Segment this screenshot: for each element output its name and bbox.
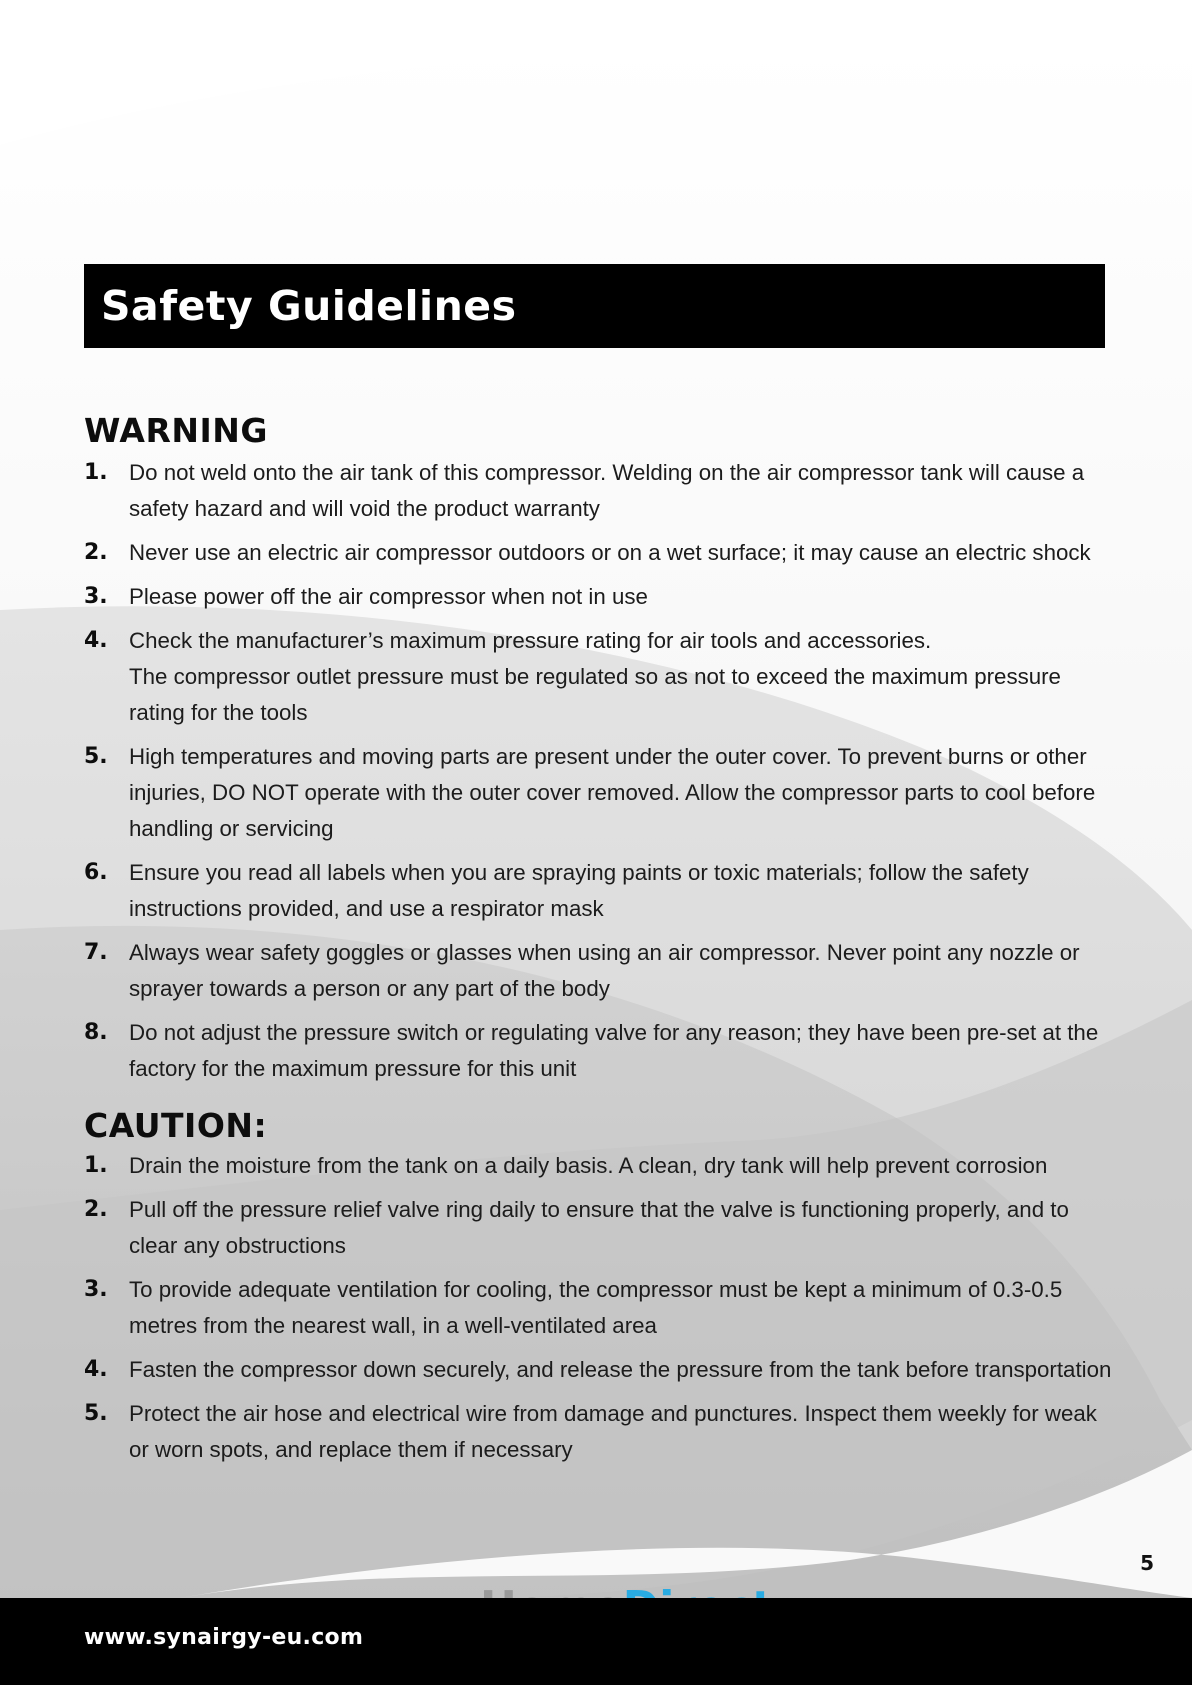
warning-item-number: 3. [84,584,108,609]
caution-list-item [84,1396,1114,1468]
warning-list-item [84,935,1114,1007]
caution-list-item [84,1148,1114,1184]
warning-item-number: 4. [84,628,108,653]
footer-url: www.synairgy-eu.com [84,1625,364,1650]
caution-list [84,1148,1114,1476]
warning-item-text: High temperatures and moving parts are present under the outer cover. To prevent burns or other injuries, DO NOT operate with the outer cover removed. Allow the compressor parts to cool before handling or servicing [129,744,1096,841]
warning-item-text: Do not weld onto the air tank of this compressor. Welding on the air compressor tank will cause a safety hazard and will void the product warranty [129,460,1085,521]
brand-logo [480,1582,720,1598]
warning-list-item [84,623,1114,731]
caution-list-item [84,1192,1114,1264]
warning-item-text: Check the manufacturer’s maximum pressure rating for air tools and accessories. [129,628,932,653]
warning-list-item [84,1015,1114,1087]
caution-item-text: Protect the air hose and electrical wire from damage and punctures. Inspect them weekly for weak or worn spots, and replace them if necessary [129,1401,1097,1462]
warning-list [84,455,1114,1095]
caution-item-text: Drain the moisture from the tank on a daily basis. A clean, dry tank will help prevent corrosion [129,1153,1048,1178]
warning-list-item [84,739,1114,847]
warning-item-text: The compressor outlet pressure must be regulated so as not to exceed the maximum pressure rating for the tools [129,664,1061,725]
warning-item-number: 2. [84,540,108,565]
caution-item-number: 4. [84,1357,108,1382]
caution-item-text: Pull off the pressure relief valve ring daily to ensure that the valve is functioning properly, and to clear any obstructions [129,1197,1069,1258]
warning-list-item [84,579,1114,615]
caution-item-number: 1. [84,1153,108,1178]
title-banner [84,264,1105,348]
caution-list-item [84,1272,1114,1344]
caution-item-text: Fasten the compressor down securely, and release the pressure from the tank before transportation [129,1357,1112,1382]
warning-item-number: 1. [84,460,108,485]
warning-heading: WARNING [84,411,268,450]
page-number: 5 [1140,1551,1154,1575]
warning-item-text: Do not adjust the pressure switch or regulating valve for any reason; they have been pre-set at the factory for the maximum pressure for this unit [129,1020,1099,1081]
warning-item-text: Please power off the air compressor when not in use [129,584,648,609]
caution-item-number: 3. [84,1277,108,1302]
warning-item-text: Always wear safety goggles or glasses when using an air compressor. Never point any nozzle or sprayer towards a person or any part of the body [129,940,1080,1001]
warning-list-item [84,455,1114,527]
warning-list-item [84,535,1114,571]
caution-list-item [84,1352,1114,1388]
caution-item-text: To provide adequate ventilation for cooling, the compressor must be kept a minimum of 0.3-0.5 metres from the nearest wall, in a well-ventilated area [129,1277,1063,1338]
warning-item-number: 7. [84,940,108,965]
warning-list-item [84,855,1114,927]
warning-item-text: Ensure you read all labels when you are spraying paints or toxic materials; follow the safety instructions provided, and use a respirator mask [129,860,1029,921]
caution-item-number: 2. [84,1197,108,1222]
page-title: Safety Guidelines [101,282,517,330]
warning-item-text: Never use an electric air compressor outdoors or on a wet surface; it may cause an electric shock [129,540,1091,565]
warning-item-number: 5. [84,744,108,769]
warning-item-number: 8. [84,1020,108,1045]
caution-item-number: 5. [84,1401,108,1426]
caution-heading: CAUTION: [84,1106,268,1145]
warning-item-number: 6. [84,860,108,885]
footer-bar [0,1598,1192,1685]
